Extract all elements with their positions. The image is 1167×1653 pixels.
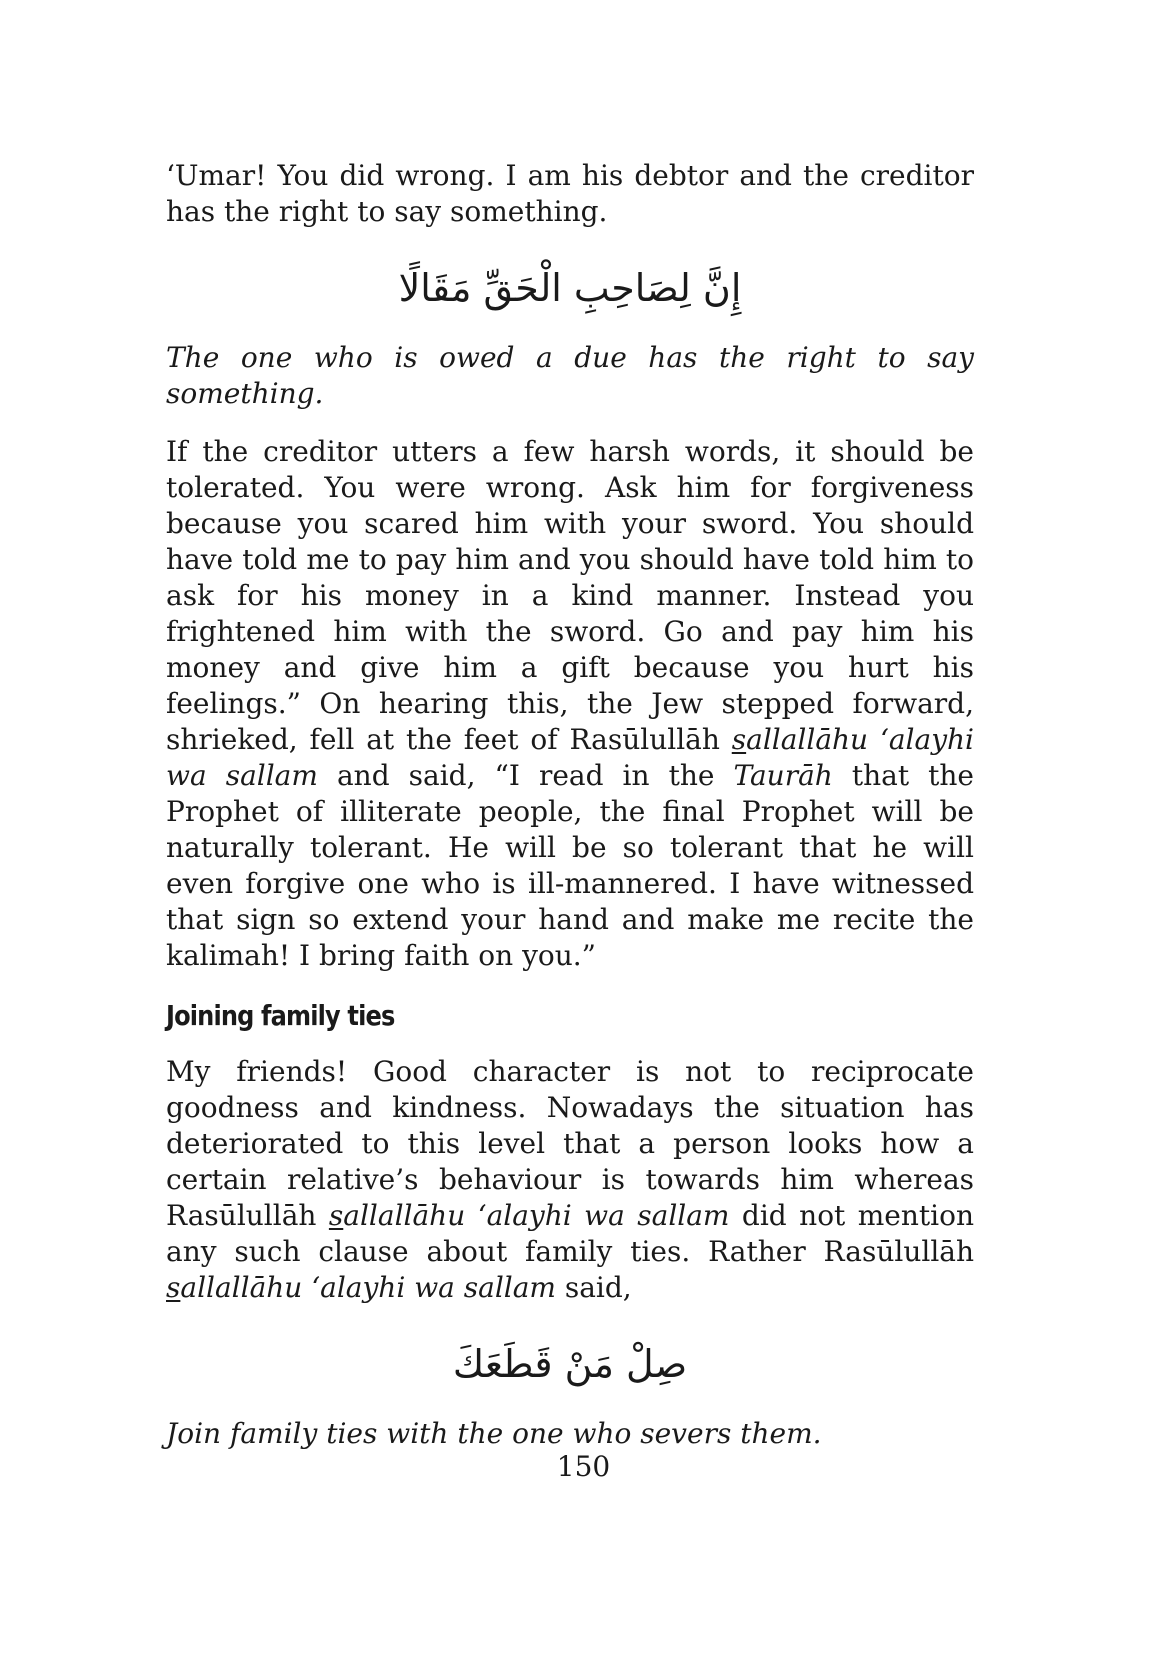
translation-1: The one who is owed a due has the right to say something. bbox=[166, 341, 974, 410]
page-body bbox=[166, 158, 974, 1452]
translation-2: Join family ties with the one who severs them. bbox=[166, 1417, 822, 1450]
arabic-quote-2: صِلْ مَنْ قَطَعَكَ bbox=[452, 1342, 688, 1386]
text-segment: said, bbox=[555, 1271, 632, 1304]
paragraph-creditor bbox=[166, 434, 974, 974]
underlined-s: s bbox=[731, 723, 747, 756]
salutation-text: allallāhu ‘alayhi wa sallam bbox=[166, 723, 974, 792]
underlined-s: s bbox=[328, 1199, 344, 1232]
text-segment: If the creditor utters a few harsh words, it should be tolerated. You were wrong. Ask him for forgiveness because you scared him with your sword. You should have told me to pay him and you should have told him to ask for his money in a kind manner. Instead you frightened him with the sword. Go and pay him his money and give him a gift because you hurt his feelings.” On hearing this, the Jew stepped forward, shrieked, fell at the feet of Rasūlullāh bbox=[166, 435, 974, 756]
arabic-quote-1: إِنَّ لِصَاحِبِ الْحَقِّ مَقَالًا bbox=[398, 266, 742, 310]
section-heading: Joining family ties bbox=[166, 999, 395, 1032]
text-segment: that the Prophet of illiterate people, the final Prophet will be naturally tolerant. He will be so tolerant that he will even forgive one who is ill-mannered. I have witnessed that sign so extend your hand and make me recite the kalimah! I bring faith on you.” bbox=[166, 759, 974, 972]
paragraph-family-ties bbox=[166, 1054, 974, 1306]
salutation-text: allallāhu ‘alayhi wa sallam bbox=[343, 1199, 730, 1232]
text-segment: and said, “I read in the bbox=[317, 759, 734, 792]
page-number: 150 bbox=[556, 1450, 611, 1483]
paragraph-intro: ‘Umar! You did wrong. I am his debtor and the creditor has the right to say something. bbox=[166, 159, 974, 228]
text-segment: did not mention any such clause about family ties. Rather Rasūlullāh bbox=[166, 1199, 974, 1268]
text-segment: My friends! Good character is not to reciprocate goodness and kindness. Nowadays the situation has deteriorated to this level that a person looks how a certain relative’s behaviour is towards him whereas Rasūlullāh bbox=[166, 1055, 974, 1232]
underlined-s: s bbox=[166, 1271, 181, 1304]
taurah-term: Taurāh bbox=[733, 759, 833, 792]
salutation-text: allallāhu ‘alayhi wa sallam bbox=[180, 1271, 556, 1304]
